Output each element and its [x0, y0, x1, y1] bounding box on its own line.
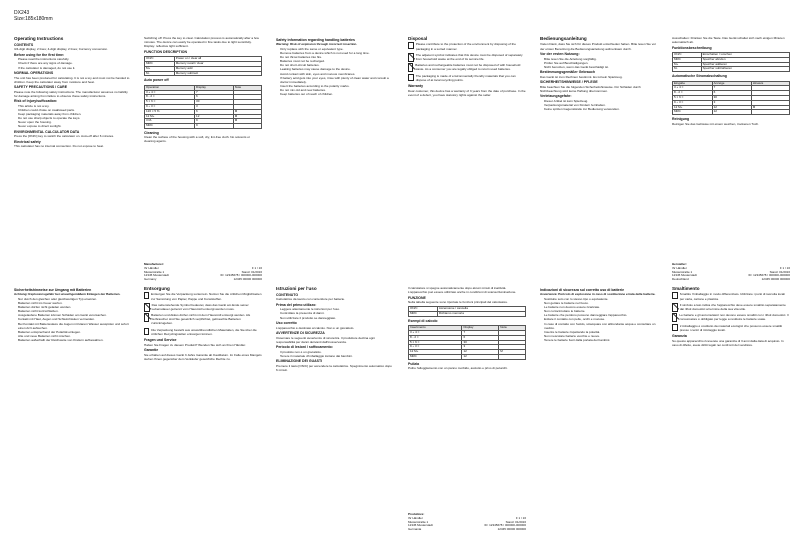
en-before-heading: Before using for the first time: [14, 52, 65, 57]
cell: M [233, 114, 261, 119]
it-examples-heading: Esempi di calcolo [408, 318, 438, 323]
de-gefahr-heading: Verletzungsgefahr: [540, 94, 572, 99]
key-cell: M- [145, 71, 175, 76]
de-cleaning-heading: Reinigung [672, 117, 690, 122]
disposal-text: L'imballaggio è costituito da materiali ecologici che possono essere smaltiti presso i centri di riciclaggio locali. [679, 323, 783, 332]
cell: 3 M- [145, 119, 195, 124]
cell: MRC [409, 354, 462, 359]
key-cell: M+ [673, 62, 702, 67]
model-number: DX243 [14, 10, 30, 16]
list-item: • Prüfen Sie auf Beschädigungen. [544, 61, 658, 65]
list-item: • Avoid contact with skin, eyes and mucous membranes. [280, 72, 394, 76]
manufacturer-line: 12345 Musterstadt [144, 273, 169, 278]
cell: 30 [462, 340, 499, 345]
manufacturer-line: Deutschland [672, 277, 689, 282]
code-line: Stand: 01/2016 [241, 269, 262, 274]
disposal-text: Le batterie e gli accumulatori non devono essere smaltiti con i rifiuti domestici. Il consumatore è obbligato per legge a restituire le batterie usate. [679, 313, 789, 322]
en-instructions-column [14, 36, 132, 286]
battery-bin-icon [408, 63, 413, 72]
list-item: • Keep batteries out of reach of children. [280, 92, 394, 96]
code-line: F 1 / 16 [251, 265, 262, 270]
cell: M [499, 350, 526, 355]
manufacturer-line: Musterstraße 1 [672, 269, 693, 274]
list-item: • Please read the instructions carefully. [18, 57, 132, 61]
en-disposal-title: Disposal [408, 36, 428, 41]
en-before-list [14, 57, 132, 69]
manufacturer-line: Germany [144, 277, 157, 282]
de-cleaning-text: Reinigen Sie das Gehäuse mit einem weichen, trockenen Tuch. [672, 121, 760, 126]
list-item: • Batterien entsprechend der Polarität einlegen. [18, 330, 132, 334]
de-functions-table [672, 52, 790, 72]
it-uso-heading: Uso corretto [276, 321, 297, 326]
code-line: F 1 / 16 [779, 265, 790, 270]
list-item: • Non mescolare batterie vecchie e nuove. [544, 334, 658, 338]
list-item: • Keep packaging materials away from children. [18, 112, 132, 116]
cell: 12 M+ [409, 350, 462, 355]
en-examples-table [144, 85, 262, 129]
de-vor-list [540, 57, 658, 69]
de-instructions-column [540, 36, 658, 286]
disposal-text: Das nebenstehende Symbol bedeutet, dass das Gerät am Ende seiner Lebensdauer getrennt vom Hausmüll entsorgt werden muss. [151, 302, 249, 311]
it-sicurezza-heading: AVVERTENZE DI SICUREZZA [276, 331, 325, 336]
list-item: • Dieser Artikel ist kein Spielzeug. [544, 99, 658, 103]
it-codes-block [466, 517, 526, 532]
code-line: 12345 00000 000000 [761, 277, 790, 282]
list-item: • Nicht benutzen, wenn das Gerät beschädigt ist. [544, 65, 658, 69]
cell [499, 354, 526, 359]
column-header: Eingabe [673, 81, 713, 86]
cell: 7 [195, 90, 234, 95]
list-item: • Do not mix old and new batteries. [280, 88, 394, 92]
en-safety-heading: SAFETY PRECAUTIONS / CARE [14, 85, 68, 90]
key-cell: M- [673, 67, 702, 72]
it-title: Istruzioni per l'uso [276, 286, 317, 291]
list-item: • Verpackungsmaterial von Kindern fernhalten. [544, 103, 658, 107]
column-header: Nota [499, 326, 526, 331]
desc-cell: Accensione / cancella [437, 307, 525, 312]
en-warranty-heading: Warranty [408, 84, 424, 89]
list-item: • Do not use sharp objects to operate the keys. [18, 116, 132, 120]
it-contents-heading: CONTENUTO [276, 292, 299, 297]
code-line: ID: 12345678 / 000000-000000 [220, 273, 262, 278]
list-item: • Only replace with the same or equivalent type. [280, 47, 394, 51]
manufacturer-line: Musterstraße 1 [144, 269, 165, 274]
cell: M [751, 105, 789, 110]
disposal-text: The adjacent symbol indicates that this device must be disposed of separately from household waste at the end of its service life. [415, 52, 523, 61]
cell: 7 [712, 86, 751, 91]
en-normal-heading: NORMAL OPERATIONS [14, 71, 54, 76]
cell: 9 ÷ 3 = [145, 104, 195, 109]
de-sicher-heading: SICHERHEITSHINWEISE / PFLEGE [540, 80, 598, 85]
cell: 12 [462, 350, 499, 355]
list-item: • If battery acid gets into your eyes, rinse with plenty of clean water and consult a doctor immediately. [280, 76, 394, 84]
list-item: • Le batterie non devono essere ricaricate. [544, 305, 658, 309]
de-gefahr-list [540, 99, 658, 111]
list-item: • Non utilizzare il prodotto se danneggiato. [280, 316, 394, 320]
cell [233, 124, 261, 129]
table-row [409, 354, 526, 359]
key-cell: MRC [145, 61, 175, 66]
en-disposal-column [408, 36, 526, 286]
list-item: • Never open the housing. [18, 120, 132, 124]
cell: 30 [712, 96, 751, 101]
list-item: • Batteries must not be recharged. [280, 59, 394, 63]
list-item: • Keine spitzen Gegenstände zur Bedienung verwenden. [544, 107, 658, 111]
disposal-text: Batterien und Akkus dürfen nicht mit dem Hausmüll entsorgt werden. Als Verbraucher sind Sie gesetzlich verpflichtet, gebrauchte Batterien zurückzugeben. [151, 313, 251, 326]
manufacturer-line: 12345 Musterstadt [408, 523, 433, 528]
it-battery-column [540, 286, 658, 536]
de-vor-heading: Vor der ersten Nutzung: [540, 52, 580, 57]
manufacturer-line: Musterstraße 1 [408, 519, 429, 524]
it-battery-warning: Avvertenza: Pericolo di esplosione in caso di sostituzione errata delle batterie. [540, 291, 656, 296]
column-header: Display [462, 326, 499, 331]
en-cleaning-heading: Cleaning [144, 130, 159, 135]
cell: 3 [195, 104, 234, 109]
list-item: • Non gettare le batterie nel fuoco. [544, 301, 658, 305]
disposal-row [144, 328, 262, 337]
disposal-text: Smaltire l'imballaggio in modo differenziato. Utilizzare i punti di raccolta locali per carta, cartone e plastica. [679, 292, 785, 301]
table-row [673, 110, 790, 115]
document-size: Size:185x180mm [14, 16, 53, 22]
it-functions-table [408, 306, 526, 317]
cell: 3 + 4 = [145, 90, 195, 95]
recycling-symbol [672, 292, 678, 299]
list-item: • Inserire le batterie rispettando la polarità. [544, 330, 658, 334]
disposal-text: Die Verpackung besteht aus umweltfreundlichen Materialien, die Sie über die örtlichen Recyclingstellen entsorgen können. [151, 327, 257, 336]
de-intro: Vielen Dank, dass Sie sich für dieses Produkt entschieden haben. Bitte lesen Sie vor der ersten Benutzung die Bedienungsanleitung aufmerksam durch. [540, 42, 657, 51]
en-warranty-text: Dear customer, this device has a warranty of 3 years from the date of purchase. In the event of a defect, you have statutory rights against the seller. [408, 88, 526, 97]
list-item: • Ausgelaufene Batterien können Schäden am Gerät verursachen. [18, 313, 132, 317]
en-functions-heading: FUNCTION DESCRIPTION [144, 49, 187, 54]
list-item: • Children could choke on swallowed parts. [18, 108, 132, 112]
list-item: • Batterien nicht kurzschließen. [18, 309, 132, 313]
de-battery-title: Sicherheitshinweise zur Umgang mit Batterien [14, 287, 92, 292]
it-intro: Il calcolatore si spegne automaticamente dopo alcuni minuti di inattività. L'apparecchio può essere utilizzato anche in condizioni di scarsa illuminazione. [408, 286, 517, 295]
it-disposal-column [672, 286, 790, 536]
en-switching-text: Switching off: Press the key to clear. Calculation process is automatically after a few minutes. The device can easily be operated in fine tasks due to light sensitivity. Display: reflective light sufficient. [144, 36, 259, 49]
list-item: • Batterien nicht ins Feuer werfen. [18, 301, 132, 305]
list-item: • Batterien außerhalb der Reichweite von Kindern aufbewahren. [18, 338, 132, 342]
it-functions-column [408, 286, 526, 536]
cell: 12 [462, 354, 499, 359]
list-item: • Batterien dürfen nicht geladen werden. [18, 305, 132, 309]
en-normal-text: The unit has been produced for calculating. It is not a toy and must not be handed to children. Keep the calculator away from moisture and heat. [14, 75, 130, 84]
desc-cell: Speicher subtrahieren [701, 67, 789, 72]
it-funzione-heading: FUNZIONE [408, 295, 426, 300]
en-functions-column [144, 36, 262, 286]
list-item: • Do not throw batteries into fire. [280, 55, 394, 59]
en-battery-warning: Warning: Risk of explosion through incorrect insertion. [276, 41, 358, 46]
de-sicher-text: Bitte beachten Sie die folgenden Sicherheitshinweise. Für Schäden durch Nichtbeachtung wird keine Haftung übernommen. [540, 84, 641, 93]
cell: 5 × 6 = [409, 340, 462, 345]
list-item: • Insert the batteries according to the polarity marks. [280, 84, 394, 88]
crossed-bin-icon [408, 53, 414, 62]
disposal-row [408, 53, 526, 62]
it-battery-list [540, 297, 658, 342]
en-env-heading: ENVIRONMENTAL CALCULATOR DATA [14, 129, 80, 134]
list-item: • Evitare il contatto con pelle, occhi e mucose. [544, 317, 658, 321]
list-item: • Controllare la presenza di danni. [280, 311, 394, 315]
disposal-row [672, 324, 790, 333]
en-elec-heading: Electrical safety [14, 139, 41, 144]
cell: 9 ÷ 3 = [409, 345, 462, 350]
it-instructions-column [276, 286, 394, 536]
it-uso-text: L'apparecchio è destinato al calcolo. Non è un giocattolo. [276, 325, 355, 330]
key-cell: ON/C [409, 307, 438, 312]
code-line: Stand: 01/2016 [505, 519, 526, 524]
de-battery-column [14, 286, 132, 536]
cell: 12 [712, 110, 751, 115]
manufacturer-label: Hersteller: [672, 262, 687, 267]
de-bestimmung-heading: Bestimmungsgemäßer Gebrauch [540, 70, 596, 75]
recycling-symbol [672, 324, 678, 331]
crossed-bin-icon [672, 303, 678, 312]
cell: 6 [712, 91, 751, 96]
en-env-text: Press the [ON/C] key to switch the calculator on. Auto-off after 6 minutes. [14, 134, 115, 139]
en-cleaning-text: Clean the surface of the housing with a soft, dry, lint-free cloth. No solvents or cleaning agents. [144, 135, 251, 144]
de-functions-column [672, 36, 790, 286]
table-row [145, 124, 262, 129]
manufacturer-line: Ihr Händler [408, 515, 423, 520]
list-item: • Le batterie che perdono possono danneggiare l'apparecchio. [544, 313, 658, 317]
en-contents-text: 3/4-digit display, 2 lines; 4-digit display, 2 lines; Currency conversion. [14, 47, 108, 52]
disposal-row [144, 292, 262, 301]
list-item: • Leggere attentamente le istruzioni per l'uso. [280, 307, 394, 311]
it-funzione-text: Nella tabella seguente sono riportate le funzioni principali del calcolatore. [408, 300, 508, 305]
de-examples-table [672, 81, 790, 116]
de-garantie-heading: Garantie [144, 348, 159, 353]
list-item: • In caso di contatto con l'acido, sciacquare con abbondante acqua e consultare un medico. [544, 322, 658, 330]
code-line: ID: 12345678 / 000000-000000 [484, 523, 526, 528]
list-item: • Sostituire solo con lo stesso tipo o equivalente. [544, 297, 658, 301]
recycling-symbol [144, 292, 149, 299]
en-title: Operating Instructions [14, 36, 64, 41]
de-title: Bedienungsanleitung [540, 36, 587, 41]
manufacturer-line: Ihr Händler [672, 265, 687, 270]
de-switching-text: Ausschalten: Drücken Sie die Taste. Das Gerät schaltet sich nach einigen Minuten automatisch ab. [672, 36, 785, 45]
code-line: 12345 00000 000000 [497, 527, 526, 532]
disposal-text: Please contribute to the protection of the environment by disposing of the packaging in a sorted manner. [415, 42, 516, 51]
cell: M [233, 119, 261, 124]
disposal-row [144, 303, 262, 312]
list-item: • If the calculator is damaged, do not use it. [18, 66, 132, 70]
cell: 3 + 4 = [673, 86, 713, 91]
list-item: • Kontakt mit Haut, Augen und Schleimhäuten vermeiden. [18, 317, 132, 321]
cell: 30 [195, 100, 234, 105]
en-risk-list [14, 104, 132, 129]
it-pericolo-heading: Pericolo di lesioni / soffocamento: [276, 345, 333, 350]
cell: 8 - 2 = [673, 91, 713, 96]
desc-cell: Memory add [174, 66, 261, 71]
cell: 5 × 6 = [673, 96, 713, 101]
column-header: Display [195, 85, 234, 90]
code-line: 12345 00000 000000 [233, 277, 262, 282]
de-fragen-text: Haben Sie Fragen zu diesem Produkt? Wenden Sie sich an Ihren Händler. [144, 342, 246, 347]
it-cleaning-text: Pulire l'alloggiamento con un panno morbido, asciutto e privo di pelucchi. [408, 366, 508, 371]
de-autooff-heading: Automatische Stromabschaltung [672, 74, 727, 79]
list-item: • Non cortocircuitare le batterie. [544, 309, 658, 313]
cell: 7 [462, 330, 499, 335]
cell: 5 × 6 = [145, 100, 195, 105]
de-functions-heading: Funktionsbeschreibung [672, 45, 712, 50]
bottom-sheet [14, 286, 790, 536]
it-battery-title: Indicazioni di sicurezza sul corretto uso di batterie [540, 287, 625, 292]
list-item: • Bei Kontakt mit Batteriesäure die Augen mit klarem Wasser ausspülen und sofort einen Arzt aufsuchen. [18, 322, 132, 330]
de-disposal-title: Entsorgung [144, 286, 170, 291]
manufacturer-line: 12345 Musterstadt [672, 273, 697, 278]
column-header: Note [233, 85, 261, 90]
column-header: Hinweis [751, 81, 789, 86]
cell: 8 - 2 = [409, 335, 462, 340]
document-header [14, 10, 53, 22]
key-cell: ON/C [145, 57, 175, 62]
cell [751, 110, 789, 115]
cell: MRC [673, 110, 713, 115]
list-item: • This article is not a toy. [18, 104, 132, 108]
manufacturer-label: Produttore: [408, 512, 425, 517]
cell: 3 [462, 345, 499, 350]
de-battery-warning: Achtung: Explosionsgefahr bei unsachgemäßem Einlegen der Batterien. [14, 291, 121, 296]
cell: M [233, 109, 261, 114]
key-cell: MRC [409, 311, 438, 316]
code-line: ID: 12345678 / 000000-000000 [748, 273, 790, 278]
cell: 12 [712, 105, 751, 110]
de-disposal-column [144, 286, 262, 536]
it-garanzia-text: Su questo apparecchio riceverete una garanzia di 3 anni dalla data di acquisto. In caso di difetto, avete diritti legali nei confronti del venditore. [672, 338, 784, 347]
desc-cell: Einschalten / Löschen [701, 53, 789, 58]
code-line: Stand: 01/2016 [769, 269, 790, 274]
battery-bin-icon [144, 313, 149, 322]
list-item: • Tenere il materiale d'imballaggio lontano dai bambini. [280, 354, 394, 358]
desc-cell: Power on / clear all [174, 57, 261, 62]
desc-cell: Speicher abrufen [701, 57, 789, 62]
desc-cell: Speicher addieren [701, 62, 789, 67]
it-disposal-title: Smaltimento [672, 286, 700, 291]
en-codes-block [202, 267, 262, 282]
it-guasti-heading: ELIMINAZIONE DEI GUASTI [276, 359, 323, 364]
cell: 12 M+ [673, 105, 713, 110]
battery-bin-icon [672, 313, 677, 322]
recycling-symbol [144, 328, 149, 335]
cell: 9 [195, 119, 234, 124]
list-item: • Leaking batteries may cause damage to the device. [280, 67, 394, 71]
de-battery-list [14, 297, 132, 342]
cell: 6 [195, 95, 234, 100]
disposal-row [408, 42, 526, 51]
list-item: • Do not short-circuit batteries. [280, 63, 394, 67]
disposal-row [144, 313, 262, 326]
table-row [673, 67, 790, 72]
de-bestimmung-text: Das Gerät ist zum Rechnen bestimmt. Es ist kein Spielzeug. [540, 74, 623, 79]
cell: 3 [712, 100, 751, 105]
cell: 9 [195, 124, 234, 129]
it-sicurezza-text: Osservare le seguenti avvertenze di sicurezza. Il produttore declina ogni responsabilità per danni derivanti dall'inosservanza. [276, 335, 375, 344]
cell: 3 + 4 = [409, 330, 462, 335]
list-item: • Il prodotto non è un giocattolo. [280, 350, 394, 354]
it-pericolo-list [276, 350, 394, 358]
en-functions-table [144, 56, 262, 76]
column-header: Operation [145, 85, 195, 90]
it-cleaning-heading: Pulizia [408, 361, 420, 366]
desc-cell: Memory recall / clear [174, 61, 261, 66]
cell: 12 M+ [145, 114, 195, 119]
cell: MRC [145, 124, 195, 129]
it-prima-heading: Prima del primo utilizzo: [276, 302, 317, 307]
list-item: • Nur durch den gleichen oder gleichwertigen Typ ersetzen. [18, 297, 132, 301]
it-examples-table [408, 325, 526, 360]
disposal-text: Entsorgen Sie die Verpackung sortenrein. Nutzen Sie die örtlichen Möglichkeiten zur Sammlung von Papier, Pappe und Kunststoffen. [151, 292, 262, 301]
desc-cell: Memory subtract [174, 71, 261, 76]
de-fragen-heading: Fragen und Service [144, 338, 177, 343]
manufacturer-line: Germania [408, 527, 422, 532]
en-safety-text: Please note the following safety instructions. The manufacturer assumes no liability for damage arising from failure to observe these safety instructions. [14, 89, 128, 98]
column-header: Inserimento [409, 326, 462, 331]
list-item: • Never expose to direct sunlight. [18, 124, 132, 128]
crossed-bin-icon [144, 303, 150, 312]
it-guasti-text: Premere il tasto [ON/C] per accendere la calcolatrice. Spegnimento automatico dopo 6 minuti. [276, 363, 392, 372]
cell: 12 [195, 114, 234, 119]
table-row [145, 71, 262, 76]
de-codes-block [730, 267, 790, 282]
cell: 120 × 5 % [145, 109, 195, 114]
disposal-text: Il simbolo a lato indica che l'apparecchio deve essere smaltito separatamente dai rifiuti domestici al termine della sua vita utile. [679, 302, 786, 311]
en-contents-heading: CONTENTS [14, 42, 34, 47]
disposal-text: Batteries and rechargeable batteries must not be disposed of with household waste. As a consumer you are legally obliged to return used batteries. [415, 63, 521, 72]
disposal-row [408, 63, 526, 72]
en-elec-text: This calculator has no internal connection. Do not expose to heat. [14, 144, 104, 149]
cell: 6 [195, 109, 234, 114]
table-row [409, 311, 526, 316]
list-item: • Bitte lesen Sie die Anleitung sorgfältig. [544, 57, 658, 61]
disposal-row [672, 313, 790, 322]
manufacturer-label: Manufacturer: [144, 262, 165, 267]
disposal-row [408, 74, 526, 83]
desc-cell: Richiamo memoria [437, 311, 525, 316]
key-cell: ON/C [673, 53, 702, 58]
key-cell: MRC [673, 57, 702, 62]
en-risk-heading: Risk of injury/suffocation: [14, 99, 58, 104]
en-battery-column [276, 36, 394, 286]
disposal-row [672, 303, 790, 312]
list-item: • Remove batteries from a device which is not used for a long time. [280, 51, 394, 55]
disposal-text: The packaging is made of environmentally friendly materials that you can dispose of at local recycling points. [415, 73, 516, 82]
cell: 6 [462, 335, 499, 340]
disposal-row [672, 292, 790, 301]
column-header: Anzeige [712, 81, 751, 86]
it-prima-list [276, 307, 394, 319]
de-garantie-text: Sie erhalten auf dieses Gerät 3 Jahre Garantie ab Kaufdatum. Im Falle eines Mangels stehen Ihnen gegenüber dem Verkäufer gesetzliche Rechte zu. [144, 352, 262, 361]
list-item: • Tenere le batterie fuori dalla portata dei bambini. [544, 338, 658, 342]
code-line: F 1 / 16 [515, 515, 526, 520]
manufacturer-line: Ihr Händler [144, 265, 159, 270]
en-autooff-heading: Auto power off [144, 78, 169, 83]
top-sheet [14, 36, 790, 286]
it-contents-text: Calcolatrice da tavolo con contenitore per batterie. [276, 297, 345, 302]
list-item: • Alte und neue Batterien nicht mischen. [18, 334, 132, 338]
cell: 9 ÷ 3 = [673, 100, 713, 105]
list-item: • Check if there are any signs of damage. [18, 61, 132, 65]
en-battery-list [276, 47, 394, 96]
key-cell: M+ [145, 66, 175, 71]
recycling-symbol [408, 42, 414, 49]
en-battery-title: Safety information regarding handling batteries [276, 37, 355, 42]
cell: 8 - 2 = [145, 95, 195, 100]
it-garanzia-heading: Garanzia [672, 334, 687, 339]
recycling-symbol [408, 74, 414, 81]
